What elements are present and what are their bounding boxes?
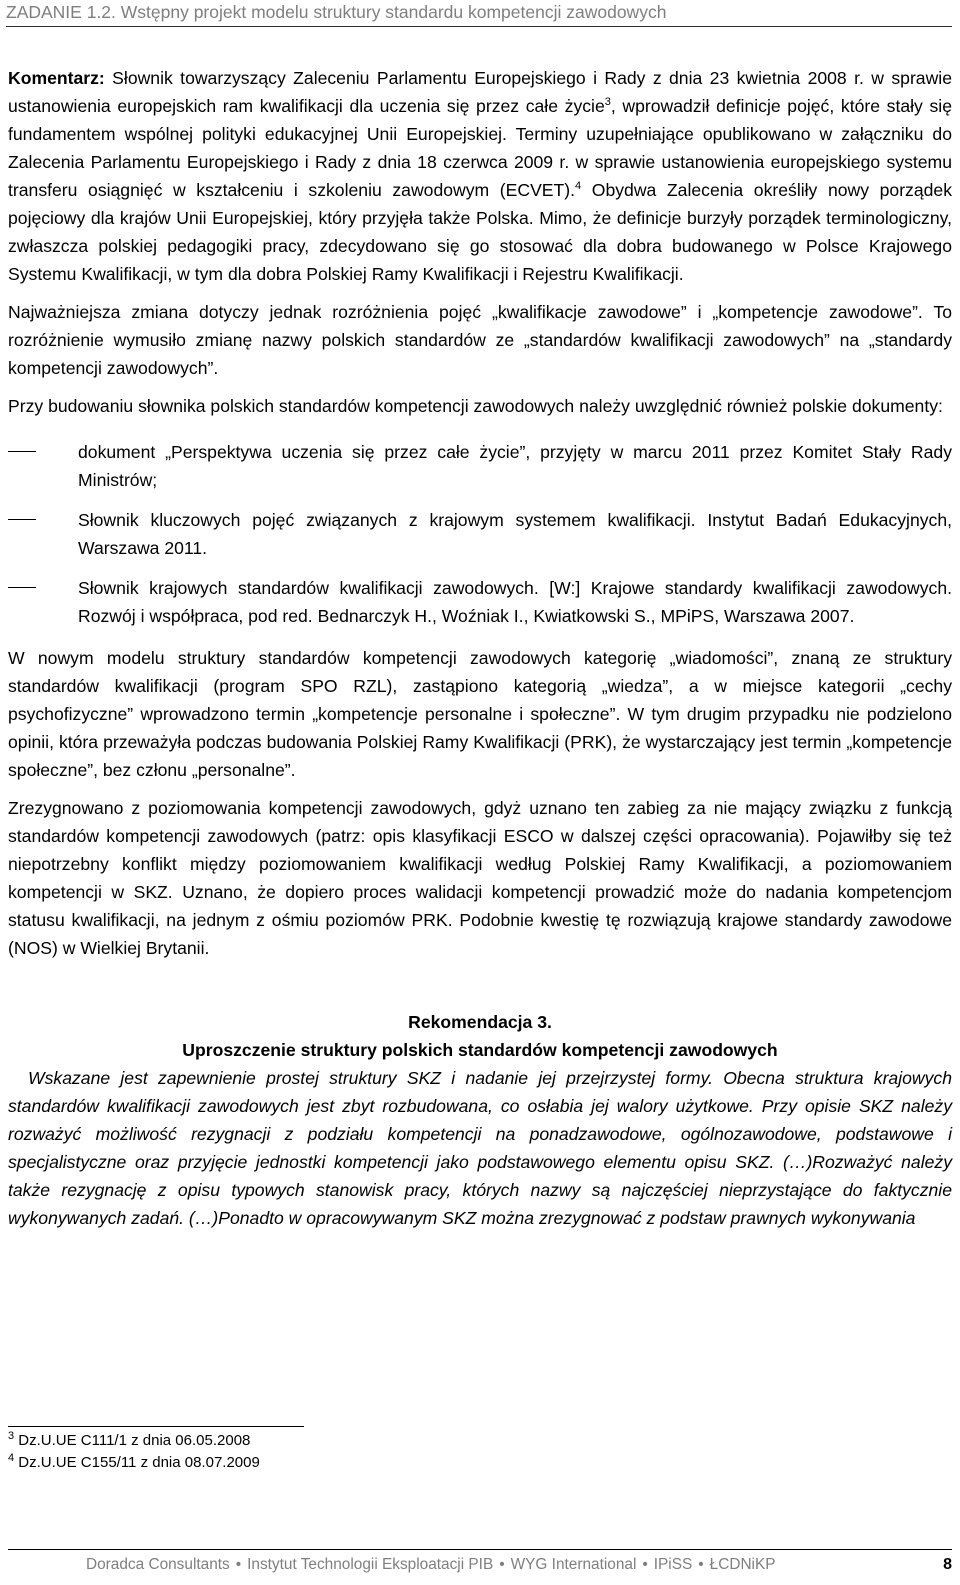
commentary-label: Komentarz: <box>8 68 105 88</box>
dash-bullet-icon <box>8 519 36 520</box>
footnote-separator <box>8 1426 304 1427</box>
bullet-icon: • <box>499 1556 505 1573</box>
list-item-text: Słownik kluczowych pojęć związanych z krajowym systemem kwalifikacji. Instytut Badań Edukacyjnych, Warszawa 2011. <box>78 510 952 558</box>
list-item <box>8 438 952 494</box>
paragraph-new-model: W nowym modelu struktury standardów kompetencji zawodowych kategorię „wiadomości”, znaną ze struktury standardów kwalifikacji (program SPO RZL), zastąpiono kategorią „wiedza”, a w miejsce kategorii „cechy psychofizyczne” wprowadzono termin „kompetencje personalne i społeczne”. W tym drugim przypadku nie podzielono opinii, która przeważyła podczas budowania Polskiej Ramy Kwalifikacji (PRK), że wystarczający jest termin „kompetencje społeczne”, bez członu „personalne”. <box>8 648 952 780</box>
footer-partner: IPiSS <box>653 1556 693 1573</box>
recommendation-text: Wskazane jest zapewnienie prostej struktury SKZ i nadanie jej przejrzystej formy. Obecna struktura krajowych standardów kwalifikacji zawodowych jest zbyt rozbudowana, co osłabia jej walory użytkowe. Przy opisie SKZ należy rozważyć możliwość rezygnacji z podziału kompetencji na ponadzawodowe, ogólnozawodowe, podstawowe i specjalistyczne oraz przyjęcie jednostki kompetencji jako podstawowego elementu opisu SKZ. (…)Rozważyć należy także rezygnację z opisu typowych stanowisk pracy, których nazwy są najczęściej nieprzystające do faktycznie wykonywanych zadań. (…)Ponadto w opracowywanym SKZ można zrezygnować z podstaw prawnych wykonywania <box>8 1068 952 1228</box>
commentary-text-a: Słownik towarzyszący Zaleceniu Parlamentu Europejskiego i Rady z dnia 23 kwietnia 2008 r. w sprawie ustanowienia europejskich ram kwalifikacji dla uczenia się przez całe życie <box>8 68 952 116</box>
running-header: ZADANIE 1.2. Wstępny projekt modelu struktury standardu kompetencji zawodowych <box>6 2 667 22</box>
footnote-mark: 4 <box>8 1452 15 1464</box>
footnote-ref-3[interactable]: 3 <box>604 96 611 109</box>
footnote-text: Dz.U.UE C111/1 z dnia 06.05.2008 <box>14 1432 251 1449</box>
commentary-text-c: Obydwa Zalecenia określiły nowy porządek pojęciowy dla krajów Unii Europejskiej, który przyjęła także Polska. Mimo, że definicje burzyły porządek terminologiczny, zwłaszcza polskiej pedagogiki pracy, zdecydowano się go stosować dla dobra budowanego w Polsce Krajowego Systemu Kwalifikacji, w tym dla dobra Polskiej Ramy Kwalifikacji i Rejestru Kwalifikacji. <box>8 180 953 284</box>
footer-partner: Instytut Technologii Eksploatacji PIB <box>247 1556 494 1573</box>
footnote-3 <box>8 1430 608 1452</box>
footnotes <box>8 1430 608 1474</box>
footnote-ref-4[interactable]: 4 <box>575 180 582 193</box>
footnote-text: Dz.U.UE C155/11 z dnia 08.07.2009 <box>14 1454 260 1471</box>
footnote-4 <box>8 1452 608 1474</box>
bullet-icon: • <box>698 1556 704 1573</box>
paragraph-documents-intro: Przy budowaniu słownika polskich standardów kompetencji zawodowych należy uwzględnić również polskie dokumenty: <box>8 396 943 416</box>
recommendation-heading: Rekomendacja 3. <box>408 1012 552 1032</box>
dash-bullet-icon <box>8 587 36 588</box>
documents-list <box>8 438 952 630</box>
dash-bullet-icon <box>8 451 36 452</box>
commentary-text-b: , wprowadził definicje pojęć, które stały się fundamentem wspólnej polityki edukacyjnej Unii Europejskiej. Terminy uzupełniające opublikowano w załączniku do Zalecenia Parlamentu Europejskiego i Rady z dnia 18 czerwca 2009 r. w sprawie ustanowienia europejskiego systemu transferu osiągnięć w kształceniu i szkoleniu zawodowym (ECVET). <box>8 96 952 200</box>
footer-rule <box>8 1549 952 1550</box>
page-footer <box>86 1553 956 1577</box>
bullet-icon: • <box>235 1556 242 1573</box>
list-item <box>8 506 952 562</box>
paragraph-commentary <box>8 64 952 288</box>
list-item-text: dokument „Perspektywa uczenia się przez całe życie”, przyjęty w marcu 2011 przez Komitet Stały Rady Ministrów; <box>78 442 952 490</box>
list-item-text: Słownik krajowych standardów kwalifikacji zawodowych. [W:] Krajowe standardy kwalifikacji zawodowych. Rozwój i współpraca, pod red. Bednarczyk H., Woźniak I., Kwiatkowski S., MPiPS, Warszawa 2007. <box>78 578 952 626</box>
footer-partner: ŁCDNiKP <box>709 1556 776 1573</box>
page-number: 8 <box>943 1556 952 1573</box>
header-rule <box>6 26 952 27</box>
footnote-mark: 3 <box>8 1430 15 1442</box>
bullet-icon: • <box>642 1556 648 1573</box>
footer-partner: Doradca Consultants <box>86 1556 230 1573</box>
recommendation-subheading: Uproszczenie struktury polskich standardów kompetencji zawodowych <box>182 1040 778 1060</box>
paragraph-levelling: Zrezygnowano z poziomowania kompetencji zawodowych, gdyż uznano ten zabieg za nie mający związku z funkcją standardów kompetencji zawodowych (patrz: opis klasyfikacji ESCO w dalszej części opracowania). Pojawiłby się też niepotrzebny konflikt między poziomowaniem kwalifikacji według Polskiej Ramy Kwalifikacji, a poziomowaniem kompetencji w SKZ. Uznano, że dopiero proces walidacji kompetencji prowadzić może do nadania kompetencjom statusu kwalifikacji, na jednym z ośmiu poziomów PRK. Podobnie kwestię tę rozwiązują krajowe standardy zawodowe (NOS) w Wielkiej Brytanii. <box>8 798 952 958</box>
list-item <box>8 574 952 630</box>
paragraph-distinction: Najważniejsza zmiana dotyczy jednak rozróżnienia pojęć „kwalifikacje zawodowe” i „kompetencje zawodowe”. To rozróżnienie wymusiło zmianę nazwy polskich standardów ze „standardów kwalifikacji zawodowych” na „standardy kompetencji zawodowych”. <box>8 302 952 378</box>
main-content <box>8 64 952 1242</box>
footer-partner: WYG International <box>510 1556 637 1573</box>
